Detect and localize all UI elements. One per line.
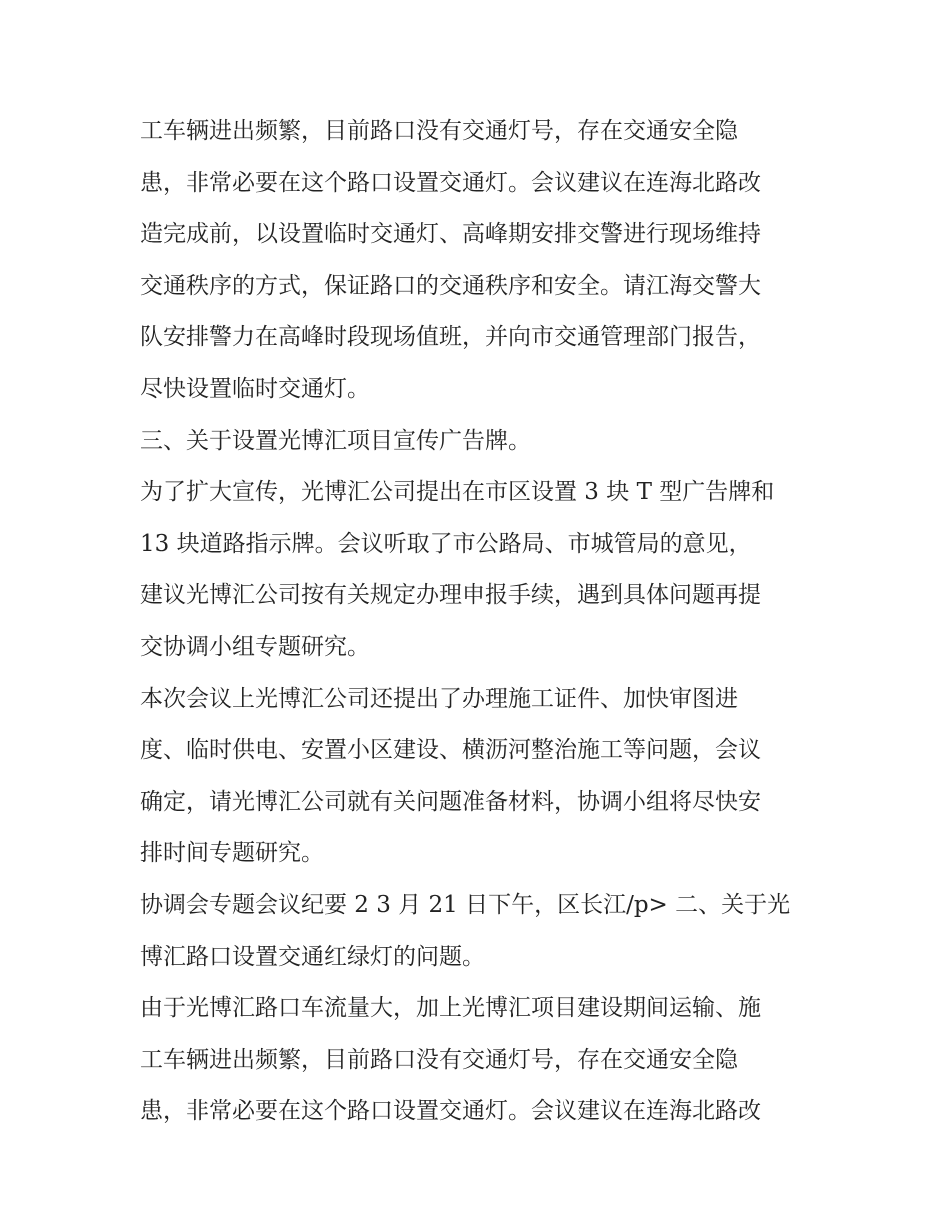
text-line: 本次会议上光博汇公司还提出了办理施工证件、加快审图进 [140, 685, 738, 712]
text-line: 由于光博汇路口车流量大，加上光博汇项目建设期间运输、施 [140, 995, 761, 1022]
text-line: 队安排警力在高峰时段现场值班，并向市交通管理部门报告， [140, 324, 761, 351]
text-line: 造完成前，以设置临时交通灯、高峰期安排交警进行现场维持 [140, 221, 761, 248]
text-line: 交通秩序的方式，保证路口的交通秩序和安全。请江海交警大 [140, 272, 761, 299]
text-line: 工车辆进出频繁，目前路口没有交通灯号，存在交通安全隐 [140, 1046, 738, 1073]
text-line: 患，非常必要在这个路口设置交通灯。会议建议在连海北路改 [140, 169, 761, 196]
text-line: 工车辆进出频繁，目前路口没有交通灯号，存在交通安全隐 [140, 118, 738, 144]
text-line: 尽快设置临时交通灯。 [140, 375, 370, 402]
text-line: 建议光博汇公司按有关规定办理申报手续，遇到具体问题再提 [140, 582, 761, 609]
text-line: 确定，请光博汇公司就有关问题准备材料，协调小组将尽快安 [140, 788, 761, 815]
text-line: 13 块道路指示牌。会议听取了市公路局、市城管局的意见， [140, 530, 752, 557]
text-line: 度、临时供电、安置小区建设、横沥河整治施工等问题，会议 [140, 737, 761, 764]
text-line: 交协调小组专题研究。 [140, 633, 370, 660]
document-body [140, 106, 820, 1138]
text-line: 患，非常必要在这个路口设置交通灯。会议建议在连海北路改 [140, 1098, 761, 1125]
section-heading: 三、关于设置光博汇项目宣传广告牌。 [140, 427, 531, 454]
text-line: 博汇路口设置交通红绿灯的问题。 [140, 943, 485, 970]
text-line: 协调会专题会议纪要 2 3 月 21 日下午，区长江/p> 二、关于光 [140, 891, 791, 918]
text-line: 排时间专题研究。 [140, 840, 324, 867]
text-line: 为了扩大宣传，光博汇公司提出在市区设置 3 块 T 型广告牌和 [140, 479, 775, 506]
